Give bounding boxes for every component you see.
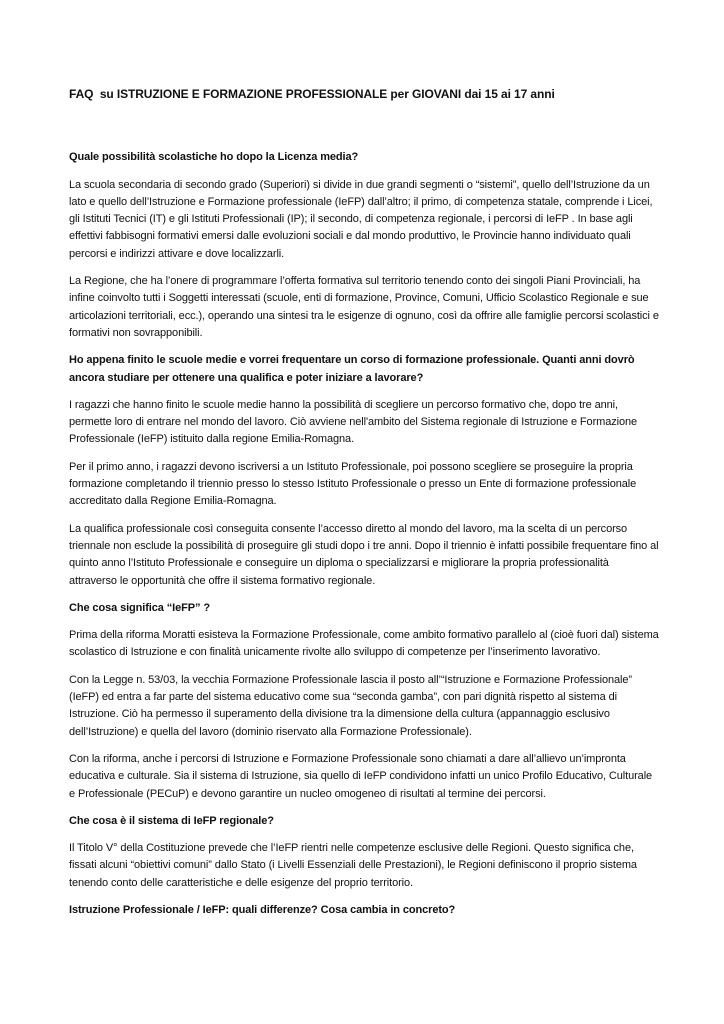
faq-question: Che cosa è il sistema di IeFP regionale? (69, 814, 274, 827)
faq-section (69, 149, 659, 342)
document-title: FAQ su ISTRUZIONE E FORMAZIONE PROFESSIONALE per GIOVANI dai 15 ai 17 anni (69, 87, 555, 101)
faq-section (69, 600, 659, 803)
faq-question: Quale possibilità scolastiche ho dopo la Licenza media? (69, 151, 359, 164)
faq-question: Ho appena finito le scuole medie e vorrei frequentare un corso di formazione professionale. Quanti anni dovrò ancora studiare per ottenere una qualifica e poter iniziare a lavorare? (69, 354, 635, 384)
faq-paragraph: Il Titolo V° della Costituzione prevede che l’IeFP rientri nelle competenze esclusive delle Regioni. Questo significa che, fissati alcuni “obiettivi comuni” dallo Stato (i Livelli Essenziali delle Prestazioni), le Regioni definiscono il proprio sistema tenendo conto delle caratteristiche e delle esigenze del proprio territorio. (69, 842, 637, 889)
faq-paragraph: La qualifica professionale così conseguita consente l’accesso diretto al mondo del lavoro, ma la scelta di un percorso triennale non esclude la possibilità di proseguire gli studi dopo i tre anni. Dopo il triennio è infatti possibile frequentare fino al quinto anno l’Istituto Professionale e conseguire un diploma o specializzarsi e migliorare la propria professionalità attraverso le opportunità che offre il sistema formativo regionale. (69, 522, 659, 587)
faq-paragraph: I ragazzi che hanno finito le scuole medie hanno la possibilità di scegliere un percorso formativo che, dopo tre anni, permette loro di entrare nel mondo del lavoro. Ciò avviene nell'ambito del Sistema regionale di Istruzione e Formazione Professionale (IeFP) istituito dalla regione Emilia-Romagna. (69, 398, 638, 446)
faq-section (69, 902, 659, 919)
faq-question: Istruzione Professionale / IeFP: quali differenze? Cosa cambia in concreto? (69, 903, 456, 916)
faq-paragraph: La scuola secondaria di secondo grado (Superiori) si divide in due grandi segmenti o “sistemi”, quello dell’Istruzione da un lato e quello dell’Istruzione e Formazione professionale (IeFP) dall’altro; il primo, di competenza statale, comprende i Licei, gli Istituti Tecnici (IT) e gli Istituti Professionali (IP); il secondo, di competenza regionale, i percorsi di IeFP . In base agli effettivi fabbisogni formativi emersi dalle evoluzioni sociali e dal mondo produttivo, le Provincie hanno individuato quali percorsi e indirizzi attivare e dove localizzarli. (69, 178, 653, 260)
faq-paragraph: La Regione, che ha l’onere di programmare l’offerta formativa sul territorio tenendo conto dei singoli Piani Provinciali, ha infine coinvolto tutti i Soggetti interessati (scuole, enti di formazione, Province, Comuni, Ufficio Scolastico Regionale e sue articolazioni territoriali, ecc.), operando una sintesi tra le esigenze di ognuno, così da offrire alle famiglie percorsi scolastici e formativi non sovrapponibili. (69, 275, 659, 339)
faq-question: Che cosa significa “IeFP” ? (69, 601, 210, 614)
faq-paragraph: Con la riforma, anche i percorsi di Istruzione e Formazione Professionale sono chiamati a dare all’allievo un’impronta educativa e culturale. Sia il sistema di Istruzione, sia quello di IeFP condividono infatti un unico Profilo Educativo, Culturale e Professionale (PECuP) e devono garantire un nucleo omogeneo di risultati al termine dei percorsi. (69, 752, 653, 800)
document-body (69, 86, 659, 929)
faq-paragraph: Per il primo anno, i ragazzi devono iscriversi a un Istituto Professionale, poi possono scegliere se proseguire la propria formazione completando il triennio presso lo stesso Istituto Professionale o presso un Ente di formazione professionale accreditato dalla Regione Emilia-Romagna. (69, 460, 637, 508)
faq-section (69, 352, 659, 590)
faq-paragraph: Prima della riforma Moratti esisteva la Formazione Professionale, come ambito formativo parallelo al (cioè fuori dal) sistema scolastico di Istruzione e con finalità unicamente rivolte allo sviluppo di competenze per l’inserimento lavorativo. (69, 629, 659, 659)
faq-paragraph: Con la Legge n. 53/03, la vecchia Formazione Professionale lascia il posto all’“Istruzione e Formazione Professionale” (IeFP) ed entra a far parte del sistema educativo come sua “seconda gamba”, con pari dignità rispetto al sistema di Istruzione. Ciò ha permesso il superamento della divisione tra la dimensione della cultura (appannaggio esclusivo dell’Istruzione) e quella del lavoro (dominio riservato alla Formazione Professionale). (69, 673, 632, 738)
faq-section (69, 813, 659, 892)
